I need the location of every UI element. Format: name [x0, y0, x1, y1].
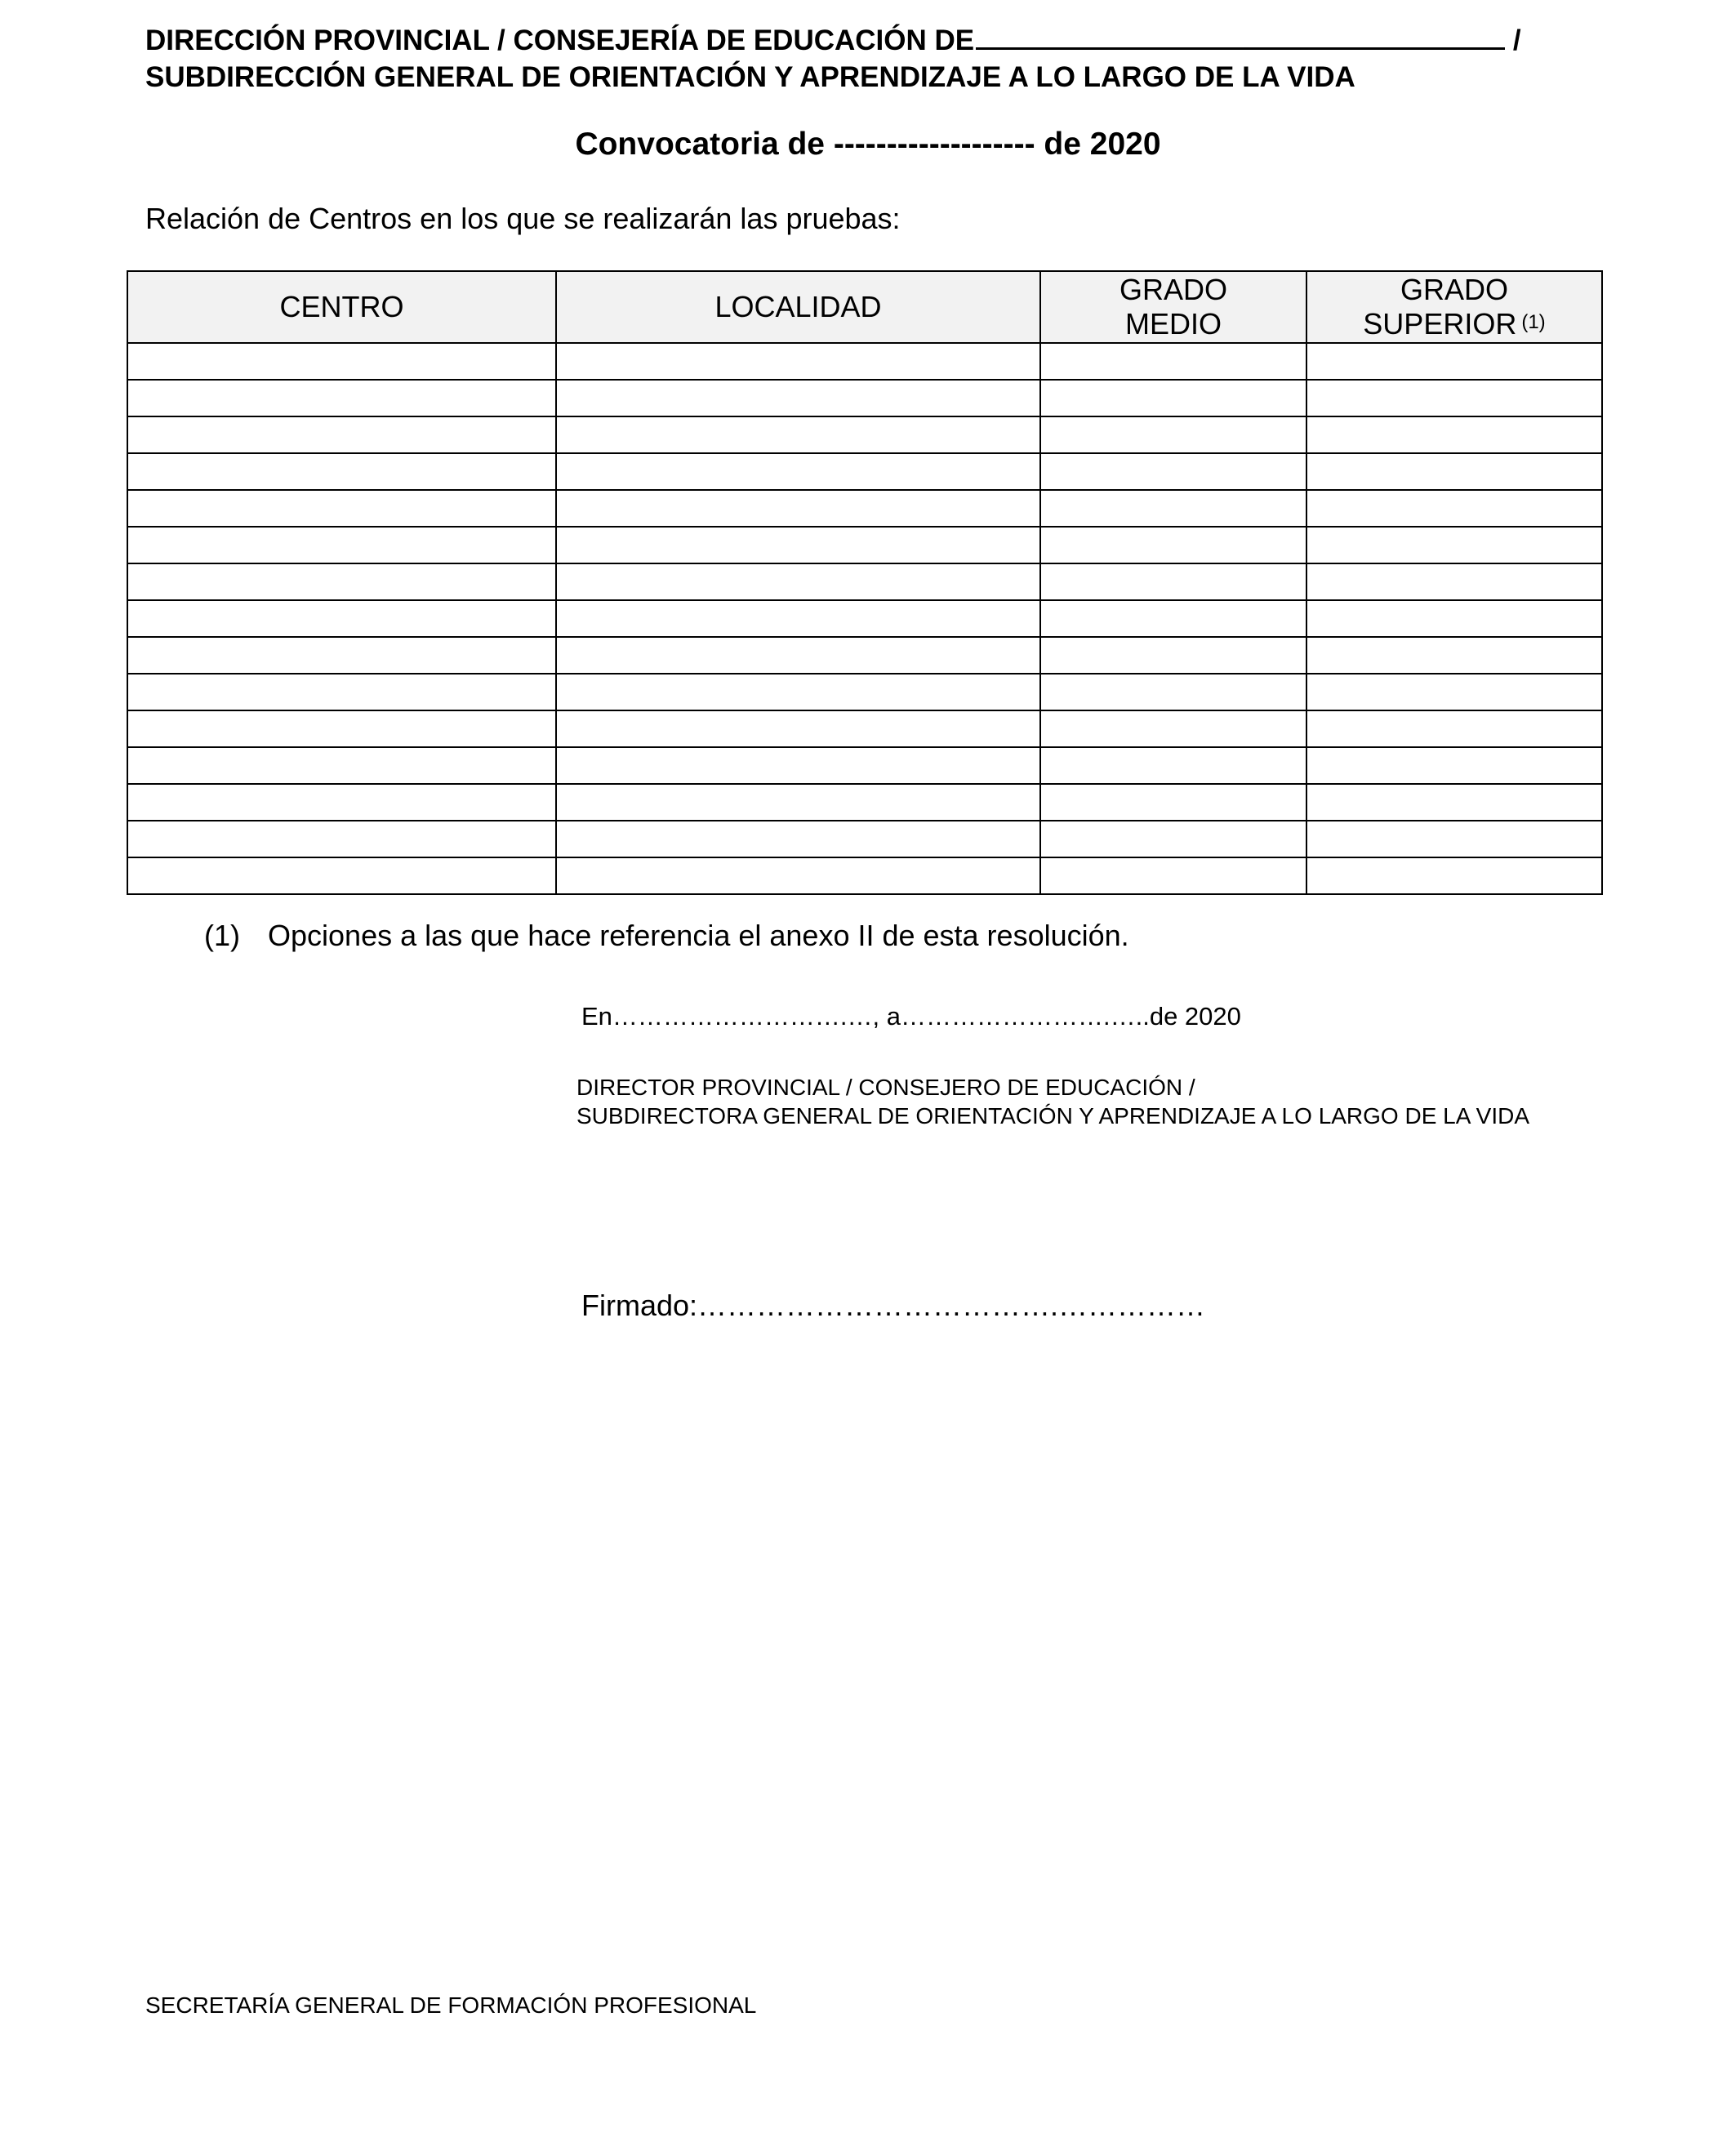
cell-localidad[interactable]	[556, 857, 1040, 894]
footnote-number: (1)	[204, 919, 240, 952]
province-blank-field[interactable]	[976, 18, 1505, 50]
cell-grado-superior[interactable]	[1306, 857, 1602, 894]
signer-line-1: DIRECTOR PROVINCIAL / CONSEJERO DE EDUCACIÓN /	[576, 1075, 1195, 1100]
cell-grado-superior[interactable]	[1306, 490, 1602, 527]
header-grado-superior-line-1: GRADO	[1400, 273, 1508, 306]
table-row	[127, 857, 1602, 894]
cell-localidad[interactable]	[556, 380, 1040, 416]
table-row	[127, 490, 1602, 527]
footnote	[204, 916, 1129, 955]
cell-centro[interactable]	[127, 637, 556, 674]
cell-grado-superior[interactable]	[1306, 710, 1602, 747]
cell-localidad[interactable]	[556, 453, 1040, 490]
cell-grado-superior[interactable]	[1306, 343, 1602, 380]
cell-grado-superior[interactable]	[1306, 380, 1602, 416]
cell-grado-medio[interactable]	[1040, 674, 1306, 710]
header-line-1	[145, 18, 1615, 59]
header-grado-superior	[1306, 271, 1602, 343]
signer-block	[576, 1073, 1529, 1130]
cell-grado-superior[interactable]	[1306, 784, 1602, 821]
cell-grado-medio[interactable]	[1040, 600, 1306, 637]
header-grado-medio	[1040, 271, 1306, 343]
table-header-row	[127, 271, 1602, 343]
cell-localidad[interactable]	[556, 600, 1040, 637]
table-row	[127, 784, 1602, 821]
table-row	[127, 637, 1602, 674]
cell-grado-superior[interactable]	[1306, 416, 1602, 453]
intro-text: Relación de Centros en los que se realizarán las pruebas:	[145, 202, 901, 235]
header-grado-superior-label: SUPERIOR	[1363, 307, 1517, 341]
cell-grado-medio[interactable]	[1040, 416, 1306, 453]
cell-grado-medio[interactable]	[1040, 710, 1306, 747]
header-centro: CENTRO	[127, 271, 556, 343]
footnote-marker: (1)	[1521, 311, 1546, 333]
cell-centro[interactable]	[127, 710, 556, 747]
cell-localidad[interactable]	[556, 747, 1040, 784]
table-row	[127, 710, 1602, 747]
cell-localidad[interactable]	[556, 637, 1040, 674]
cell-centro[interactable]	[127, 416, 556, 453]
cell-grado-superior[interactable]	[1306, 637, 1602, 674]
cell-grado-superior[interactable]	[1306, 527, 1602, 563]
cell-grado-medio[interactable]	[1040, 527, 1306, 563]
cell-centro[interactable]	[127, 747, 556, 784]
header-line-1-end: /	[1505, 24, 1521, 56]
cell-grado-medio[interactable]	[1040, 637, 1306, 674]
cell-localidad[interactable]	[556, 416, 1040, 453]
header-grado-superior-line-2	[1307, 307, 1601, 341]
cell-centro[interactable]	[127, 821, 556, 857]
cell-centro[interactable]	[127, 857, 556, 894]
cell-localidad[interactable]	[556, 784, 1040, 821]
cell-grado-medio[interactable]	[1040, 747, 1306, 784]
header-line-1-text: DIRECCIÓN PROVINCIAL / CONSEJERÍA DE EDUCACIÓN DE	[145, 24, 975, 56]
table-body	[127, 343, 1602, 894]
table-row	[127, 416, 1602, 453]
cell-grado-medio[interactable]	[1040, 490, 1306, 527]
table-row	[127, 600, 1602, 637]
cell-centro[interactable]	[127, 380, 556, 416]
cell-grado-superior[interactable]	[1306, 600, 1602, 637]
cell-localidad[interactable]	[556, 490, 1040, 527]
table-row	[127, 527, 1602, 563]
signature-line: Firmado:……………………………….……………	[581, 1289, 1206, 1322]
header-line-2: SUBDIRECCIÓN GENERAL DE ORIENTACIÓN Y APRENDIZAJE A LO LARGO DE LA VIDA	[145, 61, 1355, 93]
cell-localidad[interactable]	[556, 710, 1040, 747]
table-row	[127, 453, 1602, 490]
table-row	[127, 380, 1602, 416]
cell-grado-medio[interactable]	[1040, 453, 1306, 490]
cell-localidad[interactable]	[556, 821, 1040, 857]
cell-localidad[interactable]	[556, 527, 1040, 563]
place-date-line: En……………………….…, a…………………….…..de 2020	[581, 1002, 1241, 1031]
cell-grado-medio[interactable]	[1040, 784, 1306, 821]
table-row	[127, 747, 1602, 784]
header-grado-medio-line-1: GRADO	[1119, 273, 1227, 306]
cell-grado-medio[interactable]	[1040, 857, 1306, 894]
table-row	[127, 343, 1602, 380]
cell-centro[interactable]	[127, 453, 556, 490]
document-header	[145, 18, 1615, 96]
header-grado-medio-line-2: MEDIO	[1124, 307, 1222, 341]
table-row	[127, 821, 1602, 857]
cell-grado-superior[interactable]	[1306, 674, 1602, 710]
cell-localidad[interactable]	[556, 674, 1040, 710]
cell-centro[interactable]	[127, 674, 556, 710]
cell-localidad[interactable]	[556, 563, 1040, 600]
cell-centro[interactable]	[127, 490, 556, 527]
cell-grado-superior[interactable]	[1306, 747, 1602, 784]
footnote-text: Opciones a las que hace referencia el anexo II de esta resolución.	[268, 919, 1129, 952]
page-title: Convocatoria de ------------------- de 2020	[575, 127, 1161, 162]
cell-grado-medio[interactable]	[1040, 380, 1306, 416]
header-localidad: LOCALIDAD	[556, 271, 1040, 343]
cell-centro[interactable]	[127, 600, 556, 637]
cell-grado-superior[interactable]	[1306, 453, 1602, 490]
cell-grado-medio[interactable]	[1040, 821, 1306, 857]
page-footer: SECRETARÍA GENERAL DE FORMACIÓN PROFESIONAL	[145, 1992, 757, 2018]
signer-line-2: SUBDIRECTORA GENERAL DE ORIENTACIÓN Y APRENDIZAJE A LO LARGO DE LA VIDA	[576, 1103, 1530, 1129]
cell-centro[interactable]	[127, 527, 556, 563]
table-row	[127, 563, 1602, 600]
cell-grado-superior[interactable]	[1306, 821, 1602, 857]
cell-grado-medio[interactable]	[1040, 343, 1306, 380]
cell-centro[interactable]	[127, 563, 556, 600]
cell-centro[interactable]	[127, 784, 556, 821]
cell-centro[interactable]	[127, 343, 556, 380]
cell-grado-superior[interactable]	[1306, 563, 1602, 600]
cell-localidad[interactable]	[556, 343, 1040, 380]
table-row	[127, 674, 1602, 710]
cell-grado-medio[interactable]	[1040, 563, 1306, 600]
centros-table	[127, 270, 1603, 895]
